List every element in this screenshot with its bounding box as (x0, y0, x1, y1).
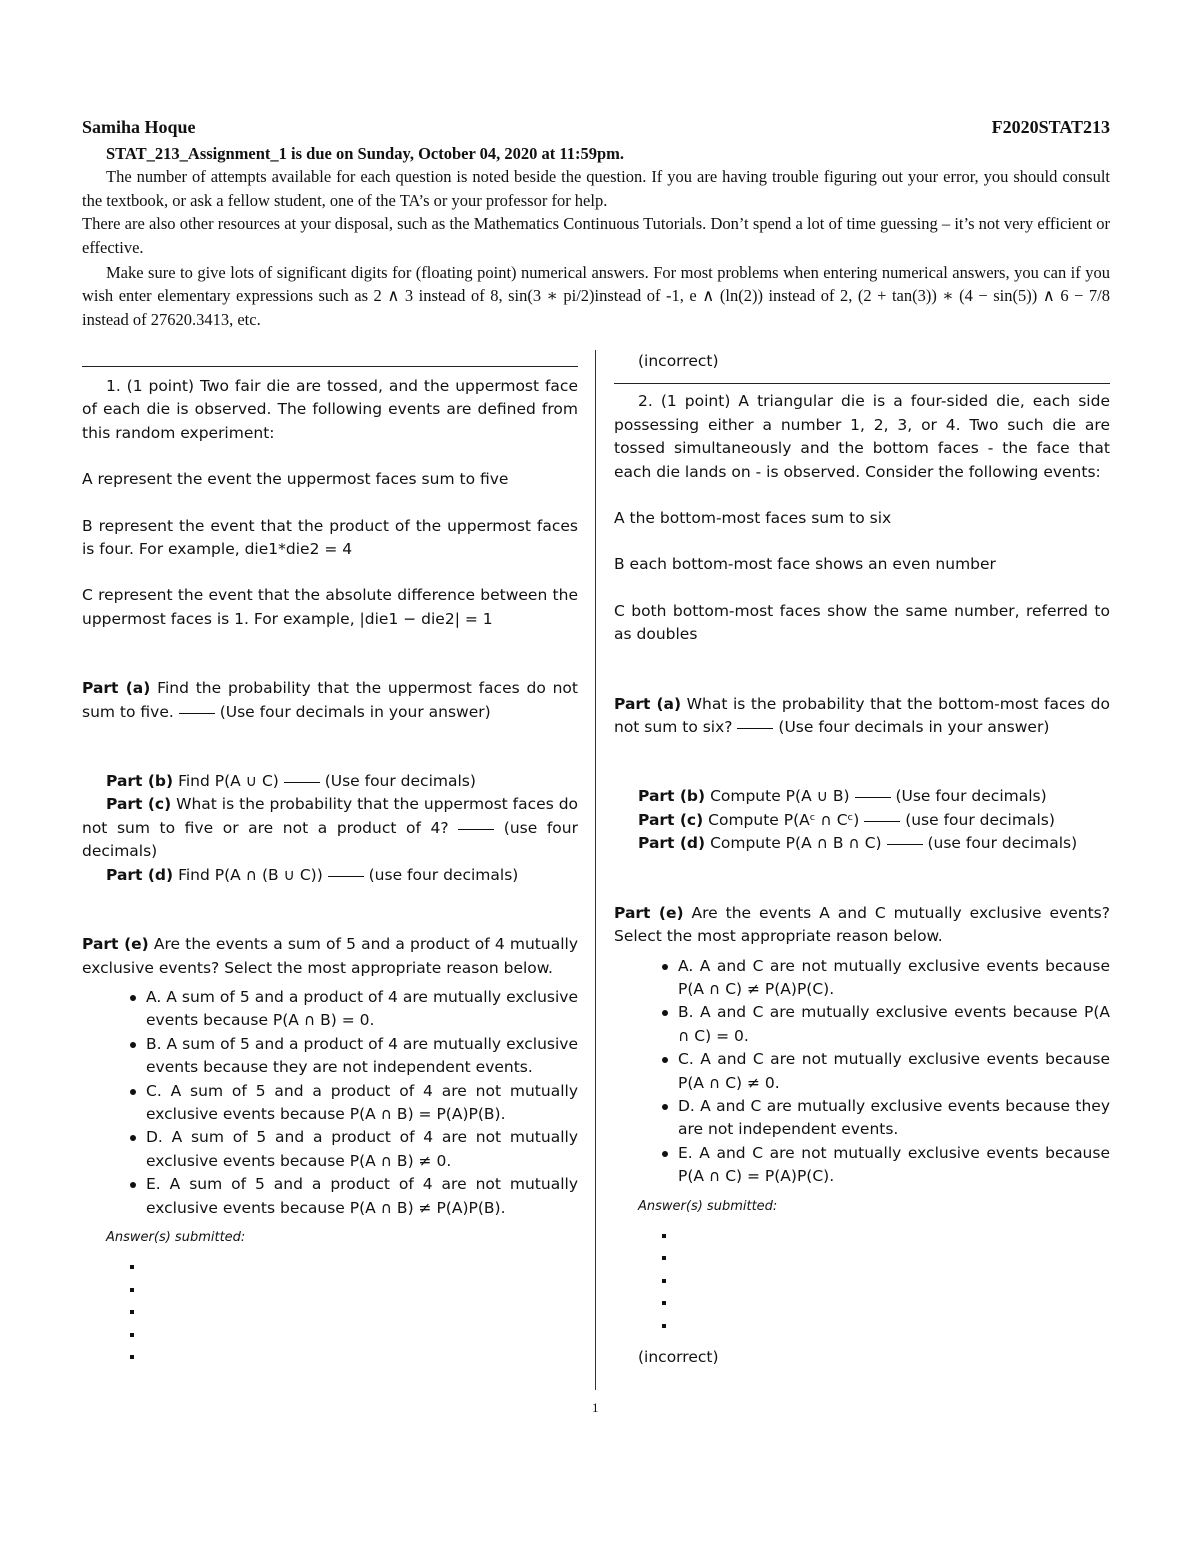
q2-event-c: C both bottom-most faces show the same number, referred to as doubles (614, 601, 1110, 644)
q1-part-c-text: What is the probability that the uppermost faces do not sum to five or are not a product of 4? (82, 795, 579, 837)
q2-part-a-answer-blank[interactable] (737, 727, 773, 729)
q1-part-c-hint: (use four decimals) (82, 818, 578, 861)
q1-option-d[interactable]: D. A sum of 5 and a product of 4 are not mutually exclusive events because P(A ∩ B) ≠ 0. (146, 1126, 578, 1173)
q2-submitted-answer (662, 1271, 1110, 1294)
q2-part-a-label: Part (a) (614, 694, 682, 713)
q2-part-b (614, 785, 1110, 808)
q1-submitted-answers (82, 1257, 578, 1370)
intro-section (82, 142, 1110, 331)
q1-prompt: 1. (1 point) Two fair die are tossed, and the uppermost face of each die is observed. The following events are defined from this random experiment: (82, 377, 578, 442)
q2-option-e[interactable]: E. A and C are not mutually exclusive events because P(A ∩ C) = P(A)P(C). (678, 1142, 1110, 1189)
column-divider (595, 350, 596, 1390)
q1-submitted-answer (130, 1257, 578, 1280)
q2-part-e-text: Are the events A and C mutually exclusive events? Select the most appropriate reason below. (614, 903, 1110, 946)
q1-status: (incorrect) (638, 352, 719, 370)
q2-option-c[interactable]: C. A and C are not mutually exclusive events because P(A ∩ C) ≠ 0. (678, 1048, 1110, 1095)
q2-part-c-label: Part (c) (638, 810, 704, 829)
q1-part-b-text: Find P(A ∪ C) (178, 772, 279, 791)
q1-part-d-answer-blank[interactable] (328, 875, 364, 877)
q1-submitted-answer (130, 1280, 578, 1303)
q2-part-c-answer-blank[interactable] (864, 820, 900, 822)
intro-paragraph-resources: There are also other resources at your disposal, such as the Mathematics Continuous Tutorials. Don’t spend a lot of time guessing – it’s not very efficient or effective. (82, 214, 1110, 257)
q2-part-c-hint: (use four decimals) (905, 810, 1055, 829)
intro-paragraph-digits: Make sure to give lots of significant digits for (floating point) numerical answers. For most problems when entering numerical answers, you can if you wish enter elementary expressions such as 2 ∧ 3 instead of 8, sin(3 ∗ pi/2)instead of -1, e ∧ (ln(2)) instead of 2, (2 + tan(3)) ∗ (4 − sin(5)) ∧ 6 − 7/8 instead of 27620.3413, etc. (82, 263, 1110, 329)
q1-part-d-text: Find P(A ∩ (B ∪ C)) (178, 865, 323, 884)
q1-part-c-answer-blank[interactable] (458, 828, 494, 830)
q1-part-d-label: Part (d) (106, 865, 174, 884)
q2-part-a-text: What is the probability that the bottom-most faces do not sum to six? (614, 694, 1111, 737)
q1-option-b[interactable]: B. A sum of 5 and a product of 4 are mutually exclusive events because they are not independent events. (146, 1033, 578, 1080)
q2-answers-label: Answer(s) submitted: (638, 1198, 778, 1214)
intro-paragraph-attempts: The number of attempts available for each question is noted beside the question. If you are having trouble figuring out your error, you should consult the textbook, or ask a fellow student, one of the TA’s or your professor for help. (82, 167, 1110, 210)
q2-submitted-answer (662, 1316, 1110, 1339)
q1-option-list (82, 986, 578, 1220)
question-2-rule (614, 383, 1110, 384)
due-date-line: STAT_213_Assignment_1 is due on Sunday, October 04, 2020 at 11:59pm. (106, 144, 624, 163)
q2-part-e (614, 902, 1110, 949)
q2-part-b-text: Compute P(A ∪ B) (710, 787, 850, 806)
page-header (82, 116, 1110, 142)
q1-answers-label: Answer(s) submitted: (106, 1229, 246, 1245)
q1-part-b-hint: (Use four decimals) (324, 772, 476, 791)
q2-option-b[interactable]: B. A and C are mutually exclusive events because P(A ∩ C) = 0. (678, 1001, 1110, 1048)
course-code: F2020STAT213 (991, 117, 1110, 137)
question-1 (82, 340, 578, 1370)
page-number: 1 (592, 1400, 599, 1415)
q1-option-c[interactable]: C. A sum of 5 and a product of 4 are not mutually exclusive events because P(A ∩ B) = P(A)P(B). (146, 1080, 578, 1127)
q1-part-a (82, 677, 578, 724)
q1-part-e-label: Part (e) (82, 935, 149, 954)
q1-submitted-answer (130, 1302, 578, 1325)
q2-submitted-answers (614, 1226, 1110, 1339)
q2-part-c (614, 809, 1110, 832)
q1-part-b (82, 770, 578, 793)
q2-part-d-text: Compute P(A ∩ B ∩ C) (710, 834, 882, 853)
q1-part-a-answer-blank[interactable] (179, 712, 215, 714)
q2-submitted-answer (662, 1293, 1110, 1316)
q1-part-a-label: Part (a) (82, 679, 151, 698)
q2-prompt: 2. (1 point) A triangular die is a four-sided die, each side possessing either a number 1, 2, 3, or 4. Two such die are tossed simultaneously and the bottom faces - the face that each die lands on - is observed. Consider the following events: (614, 392, 1110, 481)
q1-part-d-hint: (use four decimals) (368, 865, 519, 884)
q1-part-a-text: Find the probability that the uppermost faces do not sum to five. (82, 679, 578, 721)
q1-event-a: A represent the event the uppermost faces sum to five (82, 470, 509, 489)
q2-part-a (614, 693, 1110, 740)
question-2 (614, 340, 1110, 1370)
q2-submitted-answer (662, 1248, 1110, 1271)
q2-option-d[interactable]: D. A and C are mutually exclusive events because they are not independent events. (678, 1095, 1110, 1142)
q2-part-d-answer-blank[interactable] (887, 843, 923, 845)
q2-part-b-hint: (Use four decimals) (895, 787, 1047, 806)
q2-part-b-label: Part (b) (638, 787, 706, 806)
q1-part-b-answer-blank[interactable] (284, 781, 320, 783)
q2-part-a-hint: (Use four decimals in your answer) (778, 718, 1050, 737)
q1-submitted-answer (130, 1347, 578, 1370)
q1-part-c (82, 793, 578, 863)
q1-event-c: C represent the event that the absolute difference between the uppermost faces is 1. For example, |die1 − die2| = 1 (82, 586, 578, 628)
q1-submitted-answer (130, 1325, 578, 1348)
q1-option-a[interactable]: A. A sum of 5 and a product of 4 are mutually exclusive events because P(A ∩ B) = 0. (146, 986, 578, 1033)
q2-part-e-label: Part (e) (614, 903, 684, 922)
q1-event-b: B represent the event that the product of the uppermost faces is four. For example, die1*die2 = 4 (82, 516, 578, 559)
q2-part-d (614, 832, 1110, 855)
q2-option-a[interactable]: A. A and C are not mutually exclusive events because P(A ∩ C) ≠ P(A)P(C). (678, 955, 1110, 1002)
q1-part-c-label: Part (c) (106, 795, 172, 814)
q2-part-d-hint: (use four decimals) (927, 834, 1078, 853)
q1-part-e-text: Are the events a sum of 5 and a product of 4 mutually exclusive events? Select the most appropriate reason below. (82, 935, 578, 977)
q2-part-d-label: Part (d) (638, 834, 706, 853)
q2-part-c-text: Compute P(Aᶜ ∩ Cᶜ) (708, 810, 860, 829)
q2-submitted-answer (662, 1226, 1110, 1249)
student-name: Samiha Hoque (82, 117, 196, 137)
q2-status: (incorrect) (638, 1348, 719, 1367)
question-1-rule (82, 366, 578, 367)
q2-option-list (614, 955, 1110, 1189)
q2-event-a: A the bottom-most faces sum to six (614, 509, 892, 528)
q1-part-b-label: Part (b) (106, 772, 174, 791)
q1-part-e (82, 933, 578, 980)
q2-part-b-answer-blank[interactable] (855, 796, 891, 798)
q1-part-d (82, 864, 578, 887)
q1-part-a-hint: (Use four decimals in your answer) (219, 702, 491, 721)
q1-option-e[interactable]: E. A sum of 5 and a product of 4 are not mutually exclusive events because P(A ∩ B) ≠ P(A)P(B). (146, 1173, 578, 1220)
q2-event-b: B each bottom-most face shows an even number (614, 555, 996, 574)
